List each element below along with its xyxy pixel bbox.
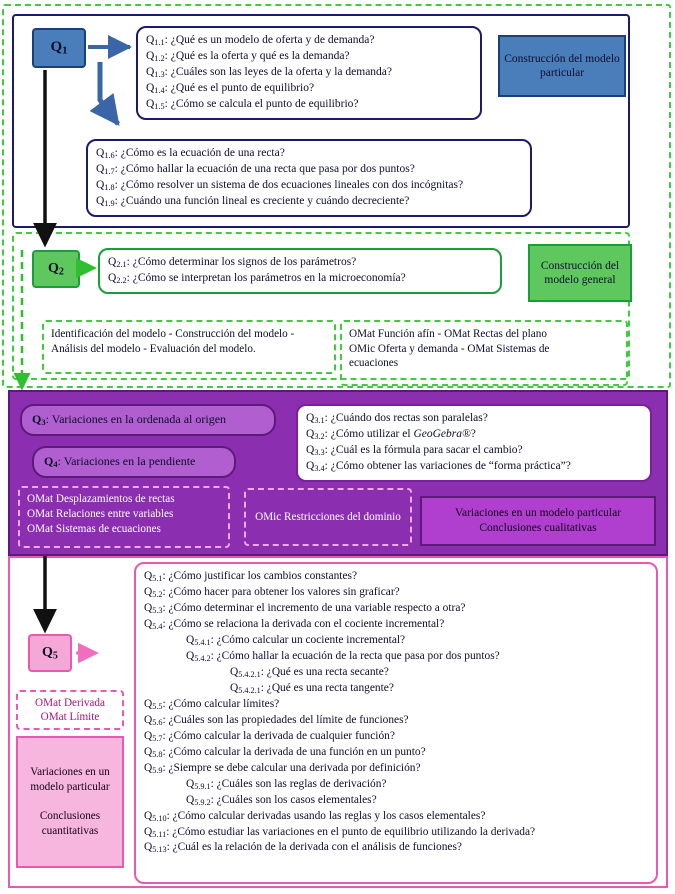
question-item: $Q_{3.3}$: ¿Cuál es la fórmula para sacar el cambio?	[306, 443, 523, 458]
q1-questions-top-box	[136, 26, 482, 120]
tag-math-objects-purple	[18, 486, 230, 548]
question-item: $Q_{3.2}$: ¿Cómo utilizar el GeoGebra®?	[306, 427, 476, 442]
question-item: $Q_{1.4}$: ¿Qué es el punto de equilibrio?	[146, 81, 315, 96]
tag-line: OMat Sistemas de ecuaciones	[27, 523, 161, 536]
label-line: Conclusiones cualitativas	[479, 522, 597, 534]
q5-questions-box	[134, 562, 658, 884]
question-item: $Q_{5.4.2}$: ¿Cómo hallar la ecuación de la recta que pasa por dos puntos?	[186, 649, 500, 663]
question-item: $Q_{2.1}$: ¿Cómo determinar los signos de los parámetros?	[108, 256, 357, 270]
label-quantitative-conclusions	[16, 736, 124, 868]
question-item: $Q_{5.4.1}$: ¿Cómo calcular un cociente incremental?	[186, 633, 406, 647]
tag-line: OMat Desplazamientos de rectas	[27, 493, 175, 505]
label-qualitative-conclusions	[420, 496, 656, 546]
question-item: $Q_{3.4}$: ¿Cómo obtener las variaciones de “forma práctica”?	[306, 459, 571, 474]
tag-line: OMat Relaciones entre variables	[27, 508, 174, 521]
question-item: $Q_{1.8}$: ¿Cómo resolver un sistema de dos ecuaciones lineales con dos incógnitas?	[96, 178, 464, 193]
question-item: $Q_{1.9}$: ¿Cuándo una función lineal es creciente y cuándo decreciente?	[96, 194, 410, 209]
question-item: $Q_{5.6}$: ¿Cuáles son las propiedades del límite de funciones?	[144, 713, 409, 727]
question-item: $Q_{5.1}$: ¿Cómo justificar los cambios constantes?	[144, 570, 358, 584]
question-item: $Q_{5.4.2.1}$: ¿Qué es una recta tangente?	[230, 681, 394, 695]
node-q1-label: $Q_1$	[50, 39, 68, 57]
label-general-model: Construcción del modelo general	[528, 244, 632, 302]
tag-math-objects-pink	[16, 690, 124, 730]
question-item: $Q_{5.3}$: ¿Cómo determinar el incremento de una variable respecto a otra?	[144, 601, 466, 615]
question-item: $Q_{1.5}$: ¿Cómo se calcula el punto de equilibrio?	[146, 97, 359, 111]
question-item: $Q_{5.11}$: ¿Cómo estudiar las variaciones en el punto de equilibrio utilizando la derivada?	[144, 825, 536, 839]
question-item: $Q_{5.8}$: ¿Cómo calcular la derivada de una función en un punto?	[144, 745, 426, 759]
node-q5-label: $Q_5$	[42, 644, 58, 662]
label-line: Variaciones en un modelo particular	[30, 765, 110, 793]
question-item: $Q_{1.6}$: ¿Cómo es la ecuación de una recta?	[96, 147, 285, 161]
question-item: $Q_{2.2}$: ¿Cómo se interpretan los parámetros en la microeconomía?	[108, 271, 406, 286]
question-item: $Q_{3.1}$: ¿Cuándo dos rectas son paralelas?	[306, 412, 488, 426]
q1-questions-bottom-box	[86, 139, 532, 217]
question-item: $Q_{1.1}$: ¿Qué es un modelo de oferta y de demanda?	[146, 34, 375, 48]
label-line: Variaciones en un modelo particular	[454, 507, 622, 520]
node-q2-label: $Q_2$	[48, 260, 64, 278]
tag-line: OMat Derivada	[35, 697, 105, 709]
tag-line: OMat Función afín - OMat Rectas del plano	[349, 328, 547, 340]
label-particular-model: Construcción del modelo particular	[498, 35, 626, 97]
node-q1[interactable]	[32, 28, 86, 68]
question-item: $Q_{1.7}$: ¿Cómo hallar la ecuación de una recta que pasa por dos puntos?	[96, 162, 415, 177]
question-item: $Q_{5.9.2}$: ¿Cuáles son los casos elementales?	[186, 793, 377, 807]
node-q4[interactable]	[32, 446, 236, 478]
question-item: $Q_{5.13}$: ¿Cuál es la relación de la derivada con el análisis de funciones?	[144, 841, 462, 855]
q2-questions-box	[98, 248, 502, 294]
tag-line: ecuaciones	[349, 357, 399, 370]
tag-line: OMic Oferta y demanda - OMat Sistemas de	[349, 342, 550, 355]
tag-math-objects-green	[340, 320, 628, 386]
tag-domain-restrictions: OMic Restricciones del dominio	[244, 488, 412, 546]
question-item: $Q_{1.2}$: ¿Qué es la oferta y qué es la demanda?	[146, 49, 350, 64]
question-item: $Q_{5.9}$: ¿Siempre se debe calcular una derivada por definición?	[144, 761, 421, 775]
tag-line: OMat Límite	[40, 711, 100, 723]
tag-model-phases: Identificación del modelo - Construcción del modelo - Análisis del modelo - Evaluación del modelo.	[42, 320, 336, 374]
node-q3[interactable]	[20, 404, 276, 436]
node-q5[interactable]	[28, 634, 72, 672]
question-item: $Q_{5.7}$: ¿Cómo calcular la derivada de cualquier función?	[144, 729, 395, 743]
question-item: $Q_{5.5}$: ¿Cómo calcular límites?	[144, 697, 280, 711]
label-line: Conclusiones cuantitativas	[39, 810, 101, 838]
question-item: $Q_{5.10}$: ¿Cómo calcular derivadas usando las reglas y los casos elementales?	[144, 809, 486, 823]
question-item: $Q_{5.4}$: ¿Cómo se relaciona la derivada con el cociente incremental?	[144, 617, 445, 631]
question-item: $Q_{5.4.2.1}$: ¿Qué es una recta secante?	[230, 665, 389, 679]
question-item: $Q_{5.9.1}$: ¿Cuáles son las reglas de derivación?	[186, 777, 387, 791]
question-item: $Q_{5.2}$: ¿Cómo hacer para obtener los valores sin graficar?	[144, 585, 400, 600]
question-item: $Q_{1.3}$: ¿Cuáles son las leyes de la oferta y la demanda?	[146, 65, 393, 80]
q3-questions-box	[296, 404, 652, 482]
node-q3-label: $Q_3$: Variaciones en la ordenada al origen	[32, 412, 227, 428]
node-q4-label: $Q_4$: Variaciones en la pendiente	[44, 454, 196, 470]
node-q2[interactable]	[32, 250, 80, 288]
